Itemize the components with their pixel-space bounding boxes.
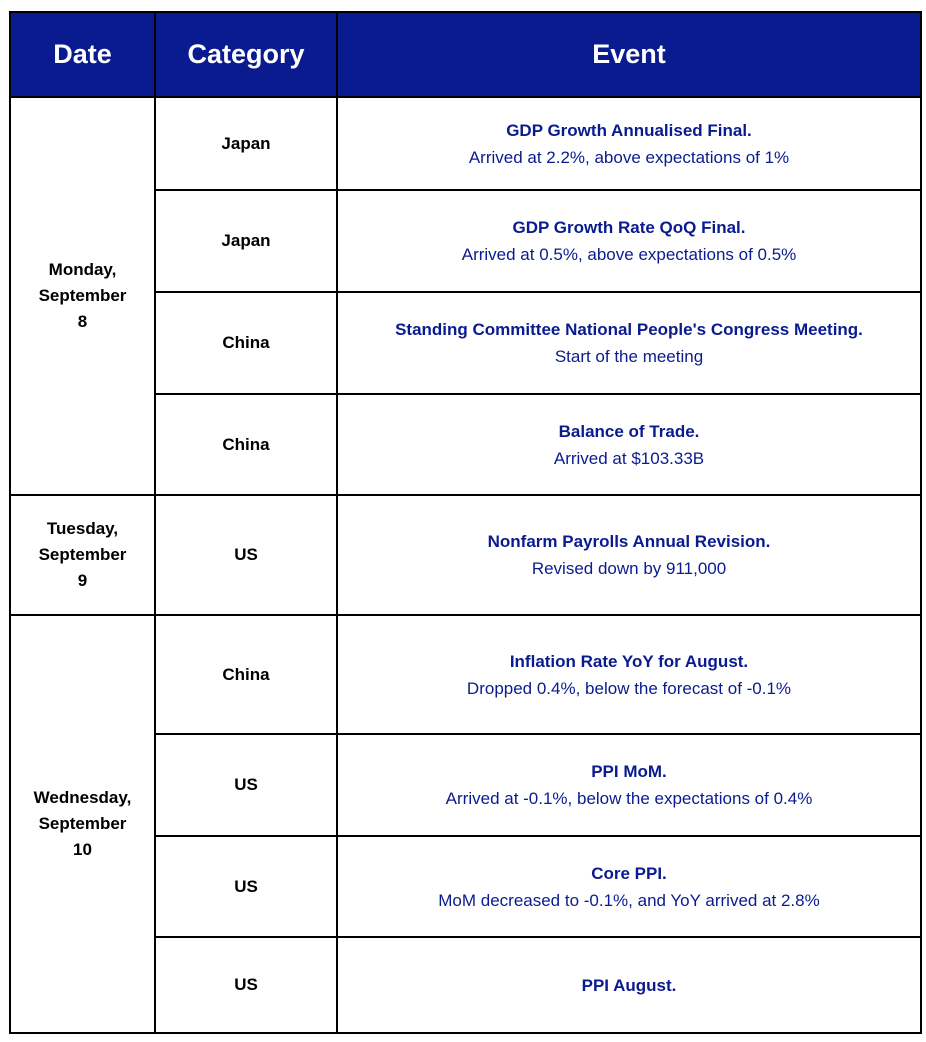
- event-title: GDP Growth Rate QoQ Final.: [512, 218, 746, 237]
- header-event: Event: [337, 12, 921, 97]
- event-detail: MoM decreased to -0.1%, and YoY arrived at 2.8%: [438, 890, 820, 910]
- event-cell: [337, 937, 921, 1033]
- event-cell: [337, 292, 921, 394]
- date-line: September: [38, 545, 127, 564]
- date-line: Monday,: [48, 260, 117, 279]
- economic-calendar-table: [9, 11, 922, 1034]
- date-line: September: [38, 286, 127, 305]
- date-tuesday: [10, 495, 155, 615]
- event-title: Balance of Trade.: [558, 421, 700, 441]
- table-row: [10, 495, 921, 615]
- event-detail: Revised down by 911,000: [531, 559, 727, 578]
- event-cell: [337, 97, 921, 190]
- header-category: Category: [155, 12, 337, 97]
- event-cell: [337, 836, 921, 937]
- category-cell: US: [155, 495, 337, 615]
- event-title: Standing Committee National People's Congress Meeting.: [395, 320, 863, 339]
- category-cell: Japan: [155, 190, 337, 292]
- event-detail: Arrived at $103.33B: [553, 448, 705, 468]
- date-wednesday: [10, 615, 155, 1033]
- event-title: PPI August.: [581, 975, 677, 995]
- event-detail: Start of the meeting: [554, 347, 704, 366]
- event-title: Core PPI.: [591, 863, 667, 883]
- event-cell: [337, 615, 921, 734]
- event-detail: Arrived at 2.2%, above expectations of 1%: [468, 147, 790, 167]
- table-row: [10, 97, 921, 190]
- header-date: Date: [10, 12, 155, 97]
- category-cell: China: [155, 292, 337, 394]
- category-cell: US: [155, 734, 337, 836]
- date-line: 8: [77, 312, 88, 331]
- event-cell: [337, 190, 921, 292]
- category-cell: China: [155, 615, 337, 734]
- table-row: [10, 615, 921, 734]
- event-title: Nonfarm Payrolls Annual Revision.: [487, 532, 771, 551]
- category-cell: US: [155, 836, 337, 937]
- category-cell: Japan: [155, 97, 337, 190]
- event-detail: Arrived at -0.1%, below the expectations of 0.4%: [445, 789, 813, 808]
- category-cell: China: [155, 394, 337, 495]
- event-cell: [337, 394, 921, 495]
- event-cell: [337, 495, 921, 615]
- date-line: 9: [77, 571, 88, 590]
- event-detail: Dropped 0.4%, below the forecast of -0.1%: [466, 678, 792, 698]
- date-line: September: [38, 814, 127, 833]
- header-row: [10, 12, 921, 97]
- event-title: PPI MoM.: [591, 762, 667, 781]
- event-cell: [337, 734, 921, 836]
- category-cell: US: [155, 937, 337, 1033]
- date-line: Tuesday,: [46, 519, 119, 538]
- date-line: 10: [73, 840, 92, 859]
- event-detail: Arrived at 0.5%, above expectations of 0.5%: [461, 245, 797, 264]
- event-title: Inflation Rate YoY for August.: [509, 651, 749, 671]
- date-line: Wednesday,: [33, 788, 132, 807]
- date-monday: [10, 97, 155, 495]
- event-title: GDP Growth Annualised Final.: [506, 120, 752, 140]
